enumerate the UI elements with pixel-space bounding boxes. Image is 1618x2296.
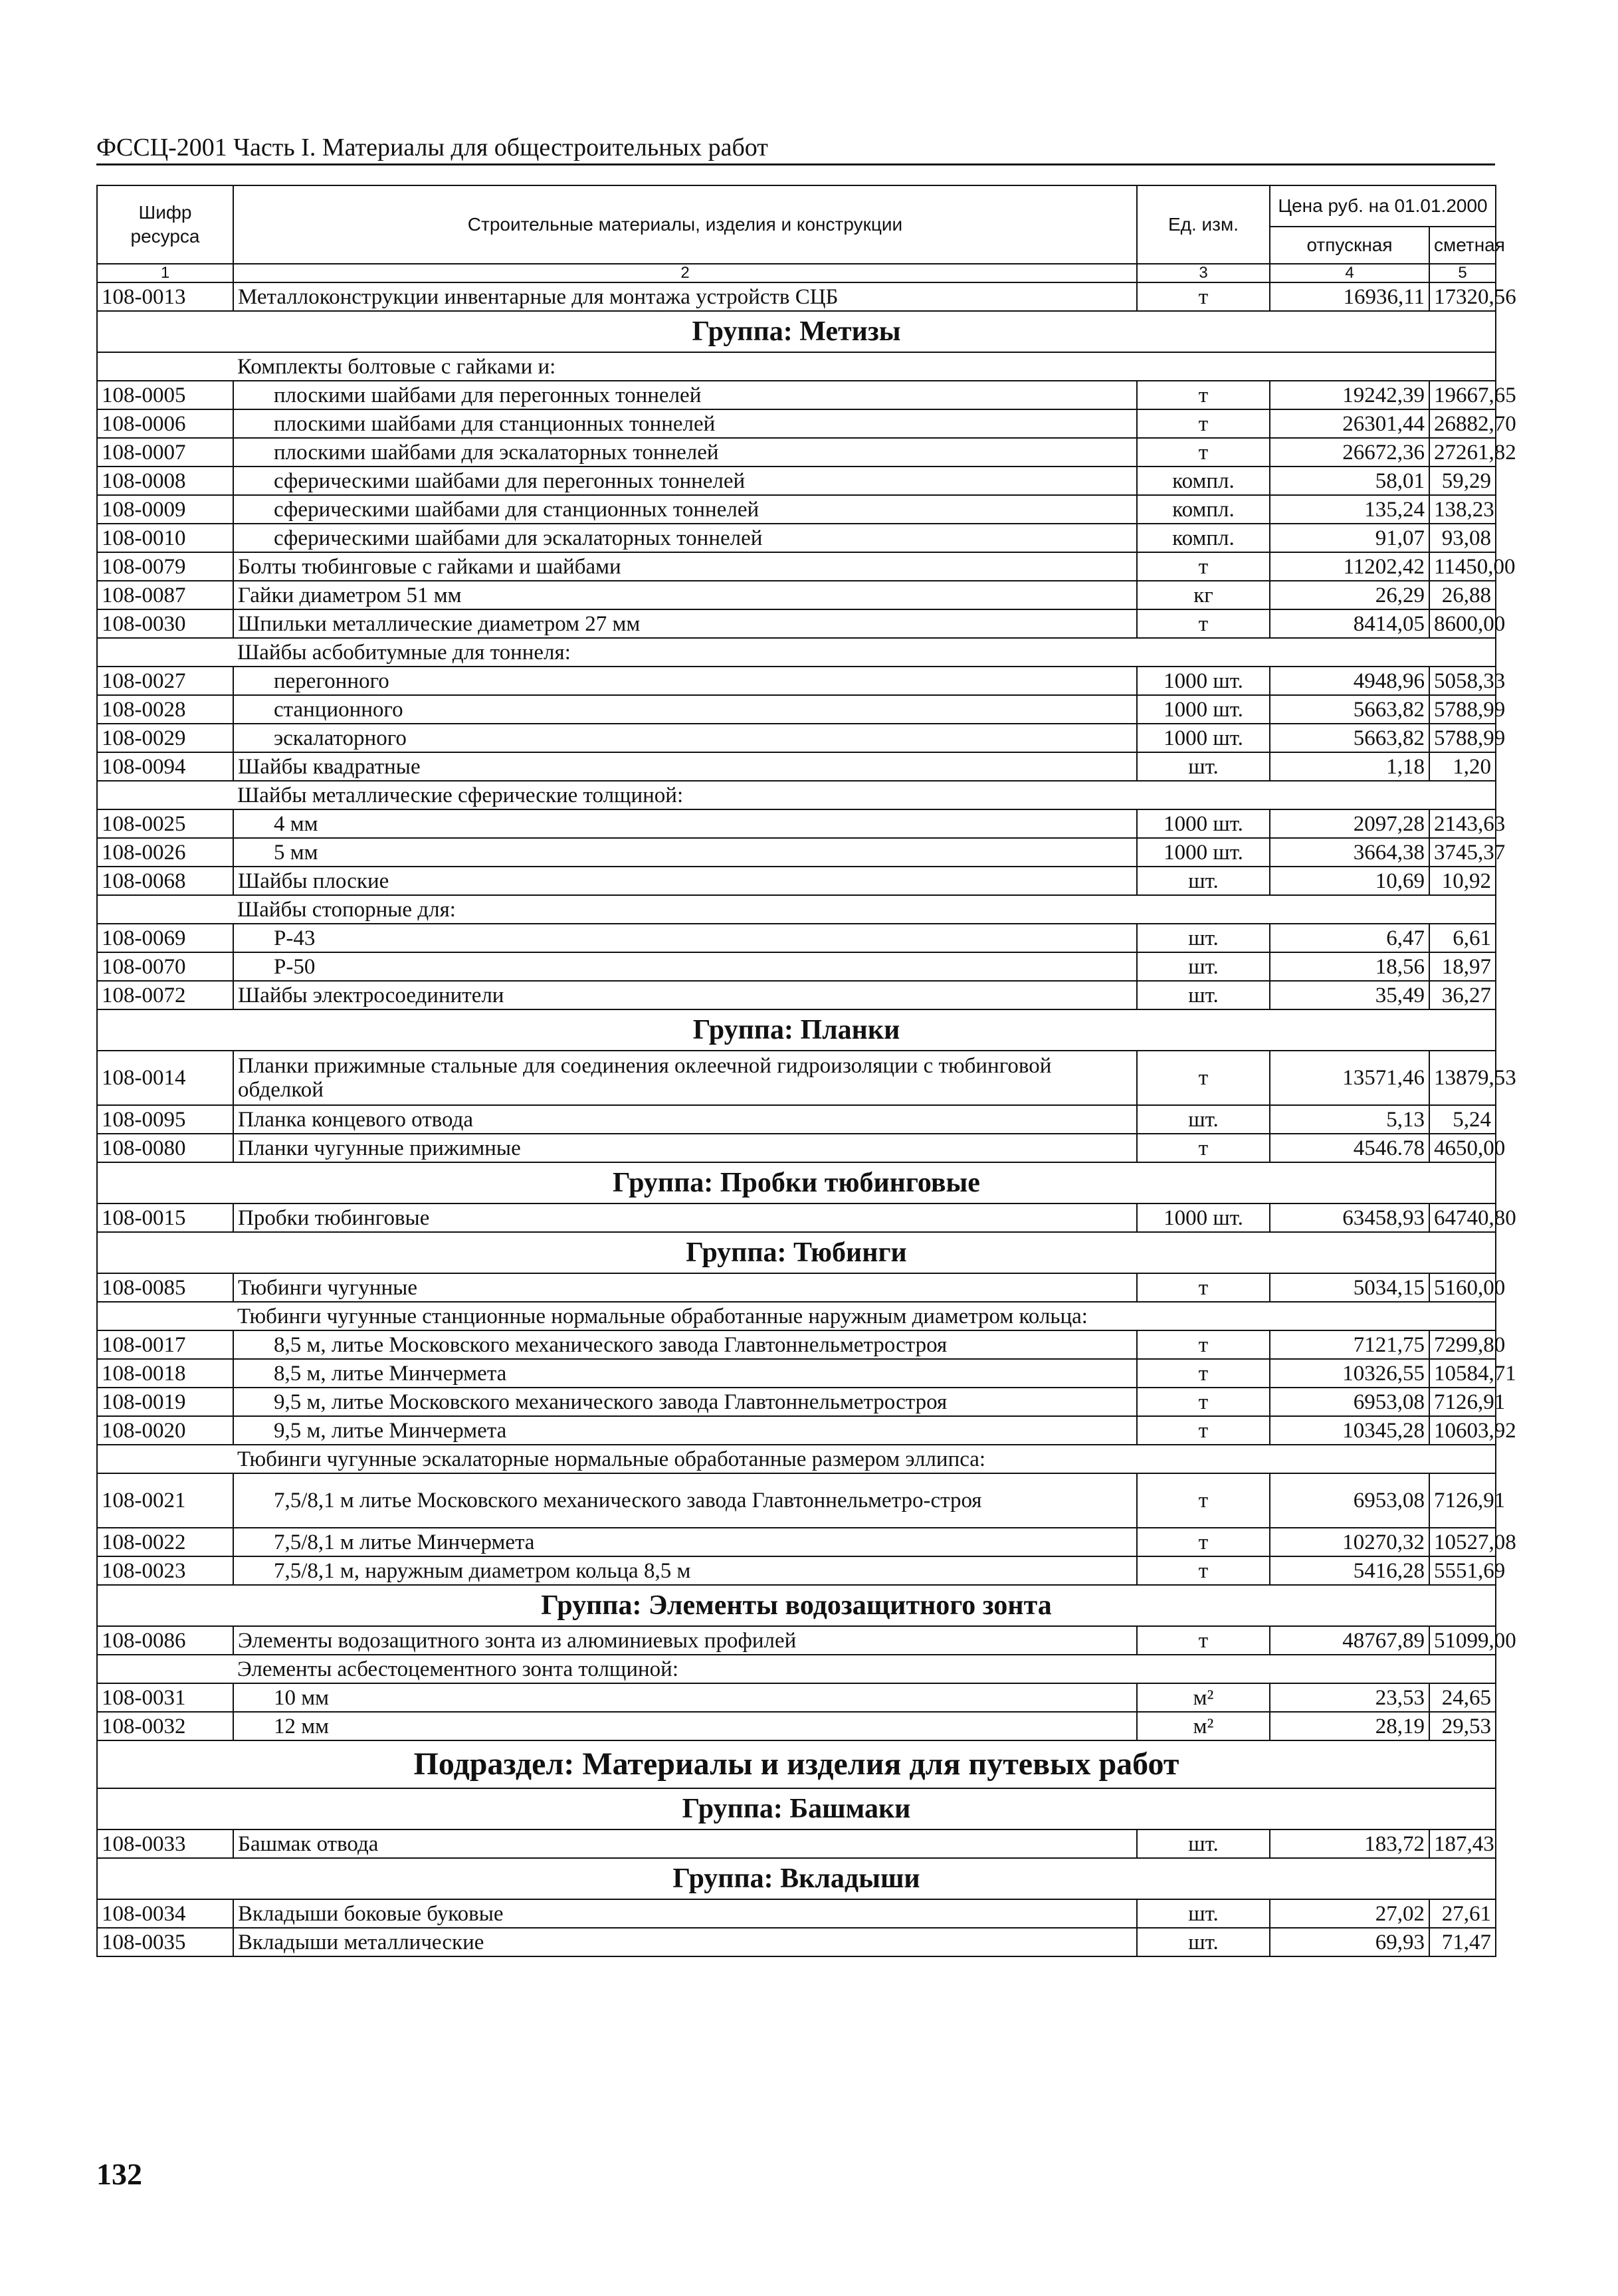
- estimate-price: 4650,00: [1429, 1134, 1496, 1162]
- unit-of-measure: т: [1137, 1359, 1270, 1388]
- estimate-price: 19667,65: [1429, 381, 1496, 409]
- price-table-container: [96, 185, 1516, 1957]
- release-price: 16936,11: [1270, 282, 1429, 311]
- unit-of-measure: т: [1137, 1556, 1270, 1585]
- estimate-price: 10527,08: [1429, 1528, 1496, 1556]
- column-index: 1: [97, 264, 233, 282]
- unit-of-measure: шт.: [1137, 1899, 1270, 1928]
- group-heading-row: [97, 1009, 1496, 1051]
- resource-code: 108-0085: [97, 1273, 233, 1302]
- resource-code: 108-0032: [97, 1712, 233, 1740]
- release-price: 10270,32: [1270, 1528, 1429, 1556]
- resource-code: 108-0026: [97, 838, 233, 867]
- resource-code: 108-0025: [97, 809, 233, 838]
- group-heading: Группа: Метизы: [97, 311, 1496, 352]
- resource-code: 108-0022: [97, 1528, 233, 1556]
- column-index: 4: [1270, 264, 1429, 282]
- resource-code: 108-0070: [97, 952, 233, 981]
- estimate-price: 10,92: [1429, 867, 1496, 895]
- group-heading: Группа: Пробки тюбинговые: [97, 1162, 1496, 1203]
- release-price: 5663,82: [1270, 724, 1429, 752]
- table-row: [97, 695, 1496, 724]
- resource-code: 108-0013: [97, 282, 233, 311]
- release-price: 135,24: [1270, 495, 1429, 524]
- resource-code: 108-0007: [97, 438, 233, 467]
- material-name: Болты тюбинговые с гайками и шайбами: [233, 552, 1137, 581]
- estimate-price: 10603,92: [1429, 1416, 1496, 1445]
- estimate-price: 5160,00: [1429, 1273, 1496, 1302]
- table-row: [97, 1105, 1496, 1134]
- resource-code: 108-0008: [97, 467, 233, 495]
- unit-of-measure: 1000 шт.: [1137, 1203, 1270, 1232]
- page-number: 132: [96, 2157, 142, 2191]
- material-name: 7,5/8,1 м литье Московского механического завода Главтоннельметро-строя: [233, 1473, 1137, 1528]
- group-heading: Группа: Элементы водозащитного зонта: [97, 1585, 1496, 1626]
- header-estimate-price: сметная: [1429, 227, 1496, 264]
- table-row: [97, 981, 1496, 1009]
- unit-of-measure: т: [1137, 1626, 1270, 1655]
- release-price: 1,18: [1270, 752, 1429, 781]
- header-code: Шифр ресурса: [97, 185, 233, 264]
- group-heading-row: [97, 1162, 1496, 1203]
- release-price: 18,56: [1270, 952, 1429, 981]
- column-index: 2: [233, 264, 1137, 282]
- estimate-price: 138,23: [1429, 495, 1496, 524]
- release-price: 7121,75: [1270, 1330, 1429, 1359]
- estimate-price: 27261,82: [1429, 438, 1496, 467]
- estimate-price: 1,20: [1429, 752, 1496, 781]
- release-price: 10,69: [1270, 867, 1429, 895]
- category-caption: Шайбы металлические сферические толщиной:: [233, 781, 1496, 809]
- resource-code: 108-0068: [97, 867, 233, 895]
- material-name: станционного: [233, 695, 1137, 724]
- estimate-price: 26882,70: [1429, 409, 1496, 438]
- material-name: 7,5/8,1 м, наружным диаметром кольца 8,5 м: [233, 1556, 1137, 1585]
- empty-cell: [97, 352, 233, 381]
- table-row: [97, 867, 1496, 895]
- table-row: [97, 1528, 1496, 1556]
- unit-of-measure: компл.: [1137, 467, 1270, 495]
- unit-of-measure: шт.: [1137, 752, 1270, 781]
- empty-cell: [97, 895, 233, 924]
- table-row: [97, 1712, 1496, 1740]
- estimate-price: 51099,00: [1429, 1626, 1496, 1655]
- unit-of-measure: т: [1137, 1416, 1270, 1445]
- header-name: Строительные материалы, изделия и конструкции: [233, 185, 1137, 264]
- unit-of-measure: кг: [1137, 581, 1270, 609]
- table-row: [97, 952, 1496, 981]
- category-caption-row: [97, 1655, 1496, 1683]
- group-heading-row: [97, 1788, 1496, 1829]
- estimate-price: 7126,91: [1429, 1388, 1496, 1416]
- group-heading-row: [97, 1585, 1496, 1626]
- unit-of-measure: шт.: [1137, 924, 1270, 952]
- resource-code: 108-0029: [97, 724, 233, 752]
- release-price: 10326,55: [1270, 1359, 1429, 1388]
- release-price: 6953,08: [1270, 1473, 1429, 1528]
- material-name: плоскими шайбами для станционных тоннелей: [233, 409, 1137, 438]
- unit-of-measure: т: [1137, 381, 1270, 409]
- estimate-price: 5,24: [1429, 1105, 1496, 1134]
- category-caption-row: [97, 781, 1496, 809]
- estimate-price: 3745,37: [1429, 838, 1496, 867]
- material-name: 10 мм: [233, 1683, 1137, 1712]
- subsection-heading-row: [97, 1740, 1496, 1788]
- empty-cell: [97, 781, 233, 809]
- resource-code: 108-0086: [97, 1626, 233, 1655]
- resource-code: 108-0033: [97, 1829, 233, 1858]
- resource-code: 108-0031: [97, 1683, 233, 1712]
- table-row: [97, 609, 1496, 638]
- table-row: [97, 1683, 1496, 1712]
- resource-code: 108-0069: [97, 924, 233, 952]
- material-name: 5 мм: [233, 838, 1137, 867]
- resource-code: 108-0080: [97, 1134, 233, 1162]
- estimate-price: 17320,56: [1429, 282, 1496, 311]
- category-caption-row: [97, 352, 1496, 381]
- material-name: Планки чугунные прижимные: [233, 1134, 1137, 1162]
- group-heading: Группа: Вкладыши: [97, 1858, 1496, 1899]
- material-name: перегонного: [233, 667, 1137, 695]
- resource-code: 108-0021: [97, 1473, 233, 1528]
- release-price: 183,72: [1270, 1829, 1429, 1858]
- estimate-price: 13879,53: [1429, 1051, 1496, 1105]
- group-heading: Группа: Планки: [97, 1009, 1496, 1051]
- category-caption-row: [97, 638, 1496, 667]
- estimate-price: 18,97: [1429, 952, 1496, 981]
- material-name: Элементы водозащитного зонта из алюминиевых профилей: [233, 1626, 1137, 1655]
- resource-code: 108-0035: [97, 1928, 233, 1956]
- resource-code: 108-0028: [97, 695, 233, 724]
- release-price: 4948,96: [1270, 667, 1429, 695]
- resource-code: 108-0034: [97, 1899, 233, 1928]
- release-price: 13571,46: [1270, 1051, 1429, 1105]
- resource-code: 108-0094: [97, 752, 233, 781]
- resource-code: 108-0017: [97, 1330, 233, 1359]
- table-row: [97, 524, 1496, 552]
- header-unit: Ед. изм.: [1137, 185, 1270, 264]
- unit-of-measure: шт.: [1137, 1928, 1270, 1956]
- table-row: [97, 381, 1496, 409]
- unit-of-measure: 1000 шт.: [1137, 695, 1270, 724]
- estimate-price: 5788,99: [1429, 724, 1496, 752]
- release-price: 58,01: [1270, 467, 1429, 495]
- category-caption-row: [97, 895, 1496, 924]
- material-name: сферическими шайбами для эскалаторных тоннелей: [233, 524, 1137, 552]
- resource-code: 108-0020: [97, 1416, 233, 1445]
- material-name: Шайбы квадратные: [233, 752, 1137, 781]
- unit-of-measure: м²: [1137, 1683, 1270, 1712]
- table-row: [97, 1359, 1496, 1388]
- group-heading-row: [97, 1858, 1496, 1899]
- table-row: [97, 1051, 1496, 1105]
- material-name: Металлоконструкции инвентарные для монтажа устройств СЦБ: [233, 282, 1137, 311]
- unit-of-measure: т: [1137, 409, 1270, 438]
- material-name: эскалаторного: [233, 724, 1137, 752]
- estimate-price: 64740,80: [1429, 1203, 1496, 1232]
- material-name: 8,5 м, литье Московского механического завода Главтоннельметростроя: [233, 1330, 1137, 1359]
- estimate-price: 5551,69: [1429, 1556, 1496, 1585]
- unit-of-measure: 1000 шт.: [1137, 838, 1270, 867]
- empty-cell: [97, 1302, 233, 1330]
- group-heading: Группа: Башмаки: [97, 1788, 1496, 1829]
- resource-code: 108-0018: [97, 1359, 233, 1388]
- resource-code: 108-0072: [97, 981, 233, 1009]
- release-price: 91,07: [1270, 524, 1429, 552]
- material-name: Шпильки металлические диаметром 27 мм: [233, 609, 1137, 638]
- category-caption: Комплекты болтовые с гайками и:: [233, 352, 1496, 381]
- estimate-price: 5058,33: [1429, 667, 1496, 695]
- unit-of-measure: 1000 шт.: [1137, 809, 1270, 838]
- material-name: 9,5 м, литье Минчермета: [233, 1416, 1137, 1445]
- material-name: сферическими шайбами для станционных тоннелей: [233, 495, 1137, 524]
- resource-code: 108-0095: [97, 1105, 233, 1134]
- table-row: [97, 282, 1496, 311]
- material-name: Гайки диаметром 51 мм: [233, 581, 1137, 609]
- release-price: 23,53: [1270, 1683, 1429, 1712]
- unit-of-measure: шт.: [1137, 1829, 1270, 1858]
- table-row: [97, 1203, 1496, 1232]
- estimate-price: 36,27: [1429, 981, 1496, 1009]
- unit-of-measure: т: [1137, 1134, 1270, 1162]
- release-price: 8414,05: [1270, 609, 1429, 638]
- table-row: [97, 581, 1496, 609]
- table-row: [97, 1899, 1496, 1928]
- release-price: 28,19: [1270, 1712, 1429, 1740]
- table-row: [97, 752, 1496, 781]
- material-name: сферическими шайбами для перегонных тоннелей: [233, 467, 1137, 495]
- table-row: [97, 1473, 1496, 1528]
- release-price: 4546.78: [1270, 1134, 1429, 1162]
- release-price: 26301,44: [1270, 409, 1429, 438]
- group-heading-row: [97, 1232, 1496, 1273]
- material-name: Шайбы плоские: [233, 867, 1137, 895]
- unit-of-measure: шт.: [1137, 981, 1270, 1009]
- resource-code: 108-0019: [97, 1388, 233, 1416]
- subsection-heading: Подраздел: Материалы и изделия для путевых работ: [97, 1740, 1496, 1788]
- column-index: 5: [1429, 264, 1496, 282]
- release-price: 48767,89: [1270, 1626, 1429, 1655]
- resource-code: 108-0006: [97, 409, 233, 438]
- release-price: 19242,39: [1270, 381, 1429, 409]
- group-heading: Группа: Тюбинги: [97, 1232, 1496, 1273]
- category-caption: Тюбинги чугунные эскалаторные нормальные обработанные размером эллипса:: [233, 1445, 1496, 1473]
- unit-of-measure: т: [1137, 552, 1270, 581]
- material-name: Планка концевого отвода: [233, 1105, 1137, 1134]
- estimate-price: 5788,99: [1429, 695, 1496, 724]
- table-row: [97, 838, 1496, 867]
- table-row: [97, 924, 1496, 952]
- table-header: [97, 185, 1505, 282]
- empty-cell: [97, 1445, 233, 1473]
- resource-code: 108-0030: [97, 609, 233, 638]
- unit-of-measure: т: [1137, 1473, 1270, 1528]
- unit-of-measure: т: [1137, 438, 1270, 467]
- resource-code: 108-0014: [97, 1051, 233, 1105]
- table-row: [97, 1416, 1496, 1445]
- release-price: 11202,42: [1270, 552, 1429, 581]
- release-price: 5416,28: [1270, 1556, 1429, 1585]
- estimate-price: 93,08: [1429, 524, 1496, 552]
- release-price: 6,47: [1270, 924, 1429, 952]
- table-row: [97, 724, 1496, 752]
- table-row: [97, 667, 1496, 695]
- release-price: 63458,93: [1270, 1203, 1429, 1232]
- column-index-row: [97, 264, 1496, 282]
- material-name: 9,5 м, литье Московского механического завода Главтоннельметростроя: [233, 1388, 1137, 1416]
- material-name: плоскими шайбами для эскалаторных тоннелей: [233, 438, 1137, 467]
- header-release-price: отпускная: [1270, 227, 1429, 264]
- unit-of-measure: т: [1137, 1528, 1270, 1556]
- category-caption: Элементы асбестоцементного зонта толщиной:: [233, 1655, 1496, 1683]
- unit-of-measure: т: [1137, 1051, 1270, 1105]
- unit-of-measure: т: [1137, 609, 1270, 638]
- table-row: [97, 495, 1496, 524]
- material-name: плоскими шайбами для перегонных тоннелей: [233, 381, 1137, 409]
- release-price: 26672,36: [1270, 438, 1429, 467]
- resource-code: 108-0087: [97, 581, 233, 609]
- unit-of-measure: т: [1137, 1273, 1270, 1302]
- release-price: 26,29: [1270, 581, 1429, 609]
- material-name: Шайбы электросоединители: [233, 981, 1137, 1009]
- unit-of-measure: м²: [1137, 1712, 1270, 1740]
- material-name: Р-50: [233, 952, 1137, 981]
- material-name: Тюбинги чугунные: [233, 1273, 1137, 1302]
- unit-of-measure: т: [1137, 1330, 1270, 1359]
- release-price: 2097,28: [1270, 809, 1429, 838]
- table-row: [97, 1928, 1496, 1956]
- material-name: 12 мм: [233, 1712, 1137, 1740]
- release-price: 5034,15: [1270, 1273, 1429, 1302]
- unit-of-measure: т: [1137, 1388, 1270, 1416]
- estimate-price: 7126,91: [1429, 1473, 1496, 1528]
- release-price: 27,02: [1270, 1899, 1429, 1928]
- unit-of-measure: 1000 шт.: [1137, 724, 1270, 752]
- resource-code: 108-0009: [97, 495, 233, 524]
- table-row: [97, 1273, 1496, 1302]
- resource-code: 108-0010: [97, 524, 233, 552]
- unit-of-measure: компл.: [1137, 524, 1270, 552]
- table-row: [97, 1388, 1496, 1416]
- table-row: [97, 1829, 1496, 1858]
- empty-cell: [97, 1655, 233, 1683]
- estimate-price: 187,43: [1429, 1829, 1496, 1858]
- resource-code: 108-0023: [97, 1556, 233, 1585]
- table-row: [97, 809, 1496, 838]
- material-name: Башмак отвода: [233, 1829, 1137, 1858]
- unit-of-measure: шт.: [1137, 867, 1270, 895]
- table-row: [97, 1134, 1496, 1162]
- estimate-price: 11450,00: [1429, 552, 1496, 581]
- resource-code: 108-0027: [97, 667, 233, 695]
- resource-code: 108-0005: [97, 381, 233, 409]
- unit-of-measure: компл.: [1137, 495, 1270, 524]
- estimate-price: 59,29: [1429, 467, 1496, 495]
- estimate-price: 26,88: [1429, 581, 1496, 609]
- category-caption: Шайбы асбобитумные для тоннеля:: [233, 638, 1496, 667]
- table-row: [97, 1330, 1496, 1359]
- category-caption: Тюбинги чугунные станционные нормальные обработанные наружным диаметром кольца:: [233, 1302, 1496, 1330]
- empty-cell: [97, 638, 233, 667]
- release-price: 5,13: [1270, 1105, 1429, 1134]
- table-row: [97, 409, 1496, 438]
- table-row: [97, 552, 1496, 581]
- material-name: Планки прижимные стальные для соединения оклеечной гидроизоляции с тюбинговой обделкой: [233, 1051, 1137, 1105]
- release-price: 10345,28: [1270, 1416, 1429, 1445]
- category-caption-row: [97, 1302, 1496, 1330]
- estimate-price: 27,61: [1429, 1899, 1496, 1928]
- release-price: 69,93: [1270, 1928, 1429, 1956]
- unit-of-measure: шт.: [1137, 952, 1270, 981]
- material-name: 8,5 м, литье Минчермета: [233, 1359, 1137, 1388]
- column-index: 3: [1137, 264, 1270, 282]
- release-price: 3664,38: [1270, 838, 1429, 867]
- estimate-price: 24,65: [1429, 1683, 1496, 1712]
- table-body: [97, 282, 1516, 1956]
- estimate-price: 7299,80: [1429, 1330, 1496, 1359]
- material-name: Вкладыши металлические: [233, 1928, 1137, 1956]
- unit-of-measure: 1000 шт.: [1137, 667, 1270, 695]
- table-row: [97, 467, 1496, 495]
- release-price: 6953,08: [1270, 1388, 1429, 1416]
- category-caption: Шайбы стопорные для:: [233, 895, 1496, 924]
- resource-code: 108-0015: [97, 1203, 233, 1232]
- material-name: Пробки тюбинговые: [233, 1203, 1137, 1232]
- release-price: 35,49: [1270, 981, 1429, 1009]
- header-price: Цена руб. на 01.01.2000: [1270, 185, 1496, 227]
- release-price: 5663,82: [1270, 695, 1429, 724]
- material-name: Вкладыши боковые буковые: [233, 1899, 1137, 1928]
- running-head: ФССЦ-2001 Часть I. Материалы для общестроительных работ: [96, 133, 1495, 165]
- unit-of-measure: шт.: [1137, 1105, 1270, 1134]
- price-table: [96, 185, 1516, 1957]
- table-row: [97, 1556, 1496, 1585]
- estimate-price: 2143,63: [1429, 809, 1496, 838]
- material-name: 7,5/8,1 м литье Минчермета: [233, 1528, 1137, 1556]
- estimate-price: 8600,00: [1429, 609, 1496, 638]
- material-name: 4 мм: [233, 809, 1137, 838]
- table-row: [97, 438, 1496, 467]
- category-caption-row: [97, 1445, 1496, 1473]
- resource-code: 108-0079: [97, 552, 233, 581]
- estimate-price: 29,53: [1429, 1712, 1496, 1740]
- group-heading-row: [97, 311, 1496, 352]
- table-row: [97, 1626, 1496, 1655]
- estimate-price: 10584,71: [1429, 1359, 1496, 1388]
- material-name: Р-43: [233, 924, 1137, 952]
- estimate-price: 71,47: [1429, 1928, 1496, 1956]
- estimate-price: 6,61: [1429, 924, 1496, 952]
- unit-of-measure: т: [1137, 282, 1270, 311]
